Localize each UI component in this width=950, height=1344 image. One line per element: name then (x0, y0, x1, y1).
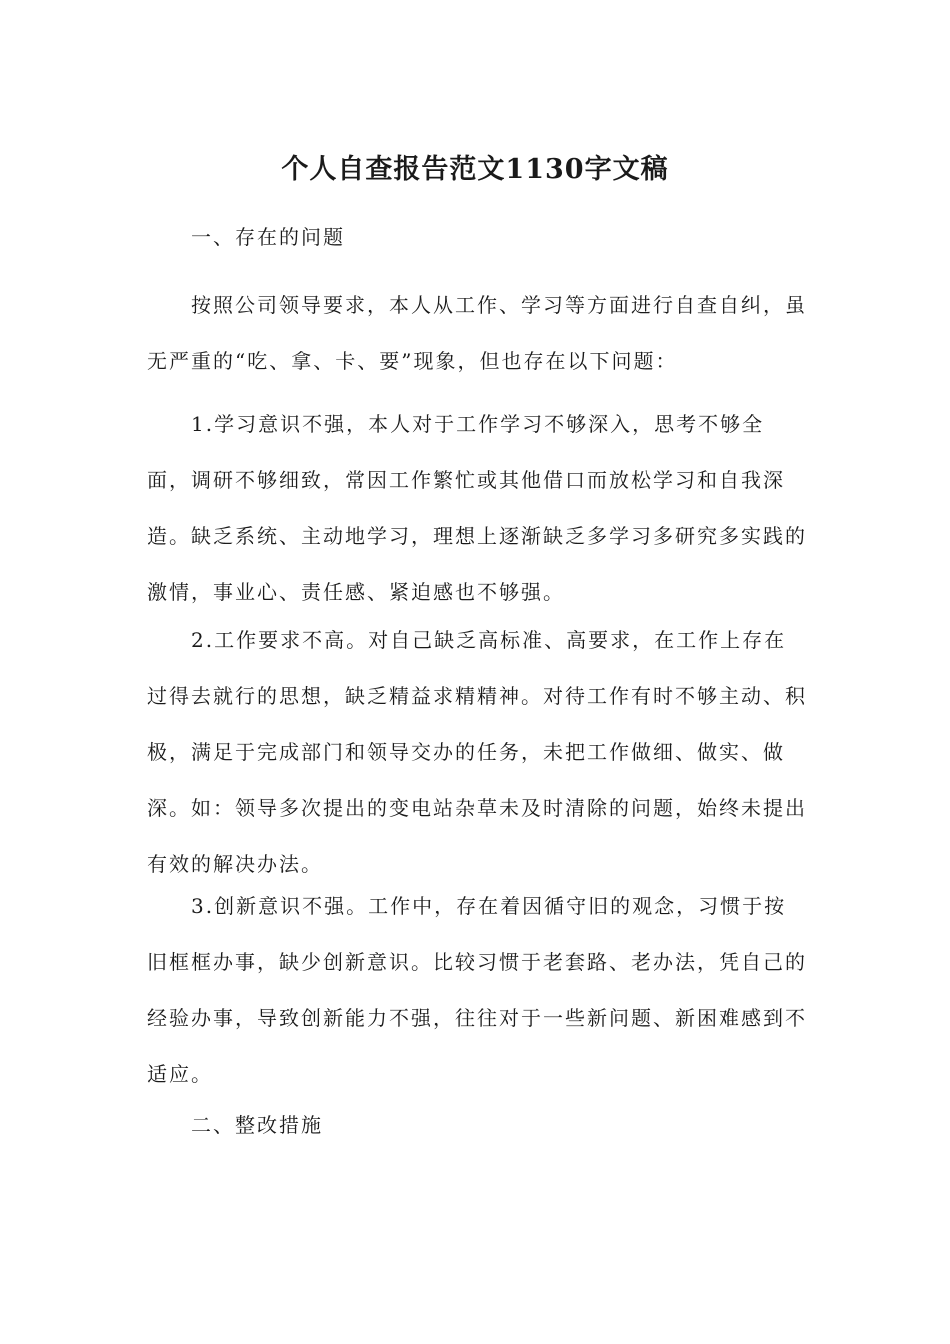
section-heading-measures: 二、整改措施 (191, 1113, 323, 1137)
section-heading-problems: 一、存在的问题 (191, 225, 345, 249)
intro-paragraph: 按照公司领导要求，本人从工作、学习等方面进行自查自纠，虽无严重的“吃、拿、卡、要”现象，但也存在以下问题： (147, 293, 807, 373)
problem-point-3: 3.创新意识不强。工作中，存在着因循守旧的观念，习惯于按旧框框办事，缺少创新意识。比较习惯于老套路、老办法，凭自己的经验办事，导致创新能力不强，往往对于一些新问题、新困难感到不适应。 (147, 894, 807, 1086)
document-title: 个人自查报告范文1130字文稿 (281, 154, 669, 185)
problem-point-2: 2.工作要求不高。对自己缺乏高标准、高要求，在工作上存在过得去就行的思想，缺乏精益求精精神。对待工作有时不够主动、积极，满足于完成部门和领导交办的任务，未把工作做细、做实、做深。如：领导多次提出的变电站杂草未及时清除的问题，始终未提出有效的解决办法。 (147, 628, 807, 876)
problem-point-1: 1.学习意识不强，本人对于工作学习不够深入，思考不够全面，调研不够细致，常因工作繁忙或其他借口而放松学习和自我深造。缺乏系统、主动地学习，理想上逐渐缺乏多学习多研究多实践的激情，事业心、责任感、紧迫感也不够强。 (147, 412, 807, 604)
